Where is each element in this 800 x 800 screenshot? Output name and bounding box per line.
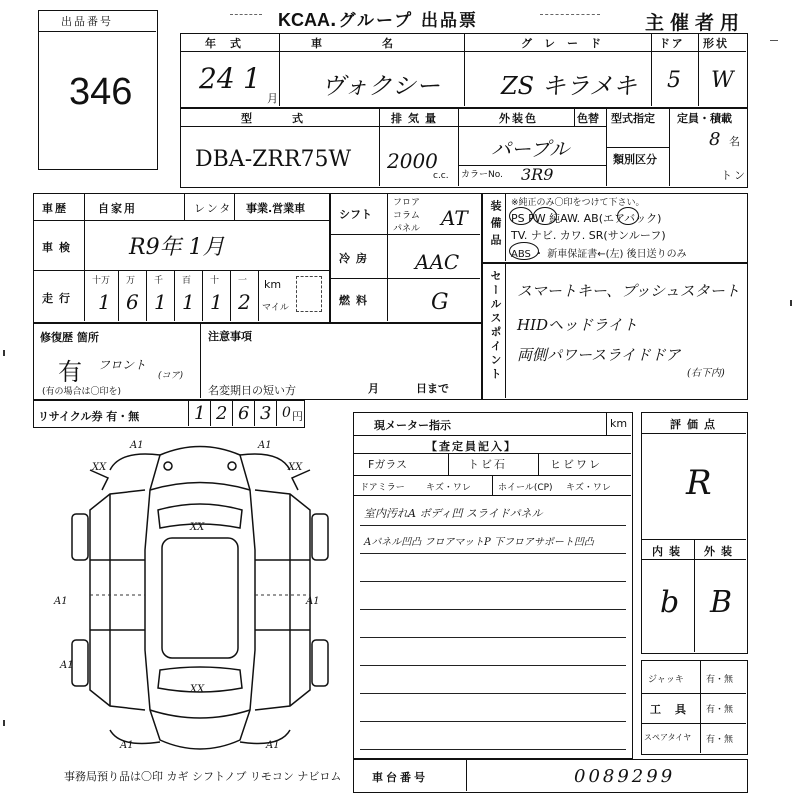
inspection-label: 車検	[42, 241, 76, 254]
displacement-label: 排気量	[391, 112, 442, 125]
brand-logo: KCAA	[278, 10, 330, 30]
door-label: ドア	[659, 37, 685, 50]
grade-score-value: R	[686, 463, 712, 503]
pw-circle	[533, 207, 557, 225]
name-change-day: 日まで	[416, 382, 449, 395]
lot-number-box	[38, 10, 158, 170]
sales-point-1: スマートキー、プッシュスタート	[517, 282, 740, 300]
digit-label-10: 十	[210, 276, 220, 286]
vehicle-info-row1	[180, 33, 748, 108]
repair-label: 修復歴 箇所	[40, 331, 99, 344]
form-title: .グループ 出品票	[330, 11, 479, 31]
name-change-month: 月	[368, 382, 381, 395]
interior-label: 内装	[652, 545, 686, 558]
ac-value: AAC	[415, 250, 460, 274]
damage-mark-10: A1	[120, 740, 134, 751]
tools-block	[641, 660, 748, 755]
sales-point-3-note: (右下内)	[687, 368, 725, 379]
type-designation-label: 型式指定	[611, 112, 655, 125]
capacity-value: 8	[709, 129, 721, 150]
month-unit: 月	[267, 92, 280, 105]
vehicle-info-row2	[180, 108, 748, 188]
equipment-label: 装備品	[489, 200, 502, 251]
fuel-label: 燃料	[339, 294, 373, 307]
shift-ac-fuel-block	[330, 193, 482, 323]
wheel-options[interactable]: キズ・ワレ	[566, 483, 611, 493]
km-label: km	[264, 278, 282, 291]
grade-label: グレード	[521, 37, 613, 50]
glass-label: Fガラス	[368, 458, 407, 471]
ab-circle	[617, 207, 639, 225]
mileage-digit-3: 1	[154, 290, 167, 314]
meter-unit: km	[610, 417, 628, 430]
history-block	[33, 193, 330, 323]
abs-circle	[509, 242, 539, 260]
history-label: 車歴	[42, 202, 68, 215]
recycle-digit-1: 1	[194, 403, 206, 424]
mileage-digit-2: 6	[126, 290, 139, 314]
damage-mark-7: A1	[54, 596, 68, 607]
recycle-digit-2: 2	[216, 403, 228, 424]
class-label: 類別区分	[613, 153, 657, 166]
color-no-label: カラーNo.	[461, 170, 503, 180]
equipment-line2: TV. ナビ. カワ. SR(サンルーフ)	[511, 229, 666, 242]
history-option-rental[interactable]: レンタ	[194, 202, 233, 215]
history-option-business[interactable]: 事業.営業車	[246, 202, 306, 215]
exterior-color-label: 外装色	[499, 112, 538, 125]
shift-option-column[interactable]: コラム	[393, 211, 420, 221]
inspection-value: R9年 1月	[129, 235, 225, 260]
inspector-remark-1: 室内汚れA ボディ凹 スライドパネル	[364, 507, 543, 520]
damage-mark-3: XX	[92, 462, 107, 473]
mileage-digit-1: 1	[98, 290, 111, 314]
model-label: 型式	[241, 112, 343, 125]
digit-label-1k: 千	[154, 276, 164, 286]
damage-mark-8: A1	[306, 596, 320, 607]
tools-options[interactable]: 有・無	[706, 705, 734, 715]
chassis-value: 0089299	[574, 766, 676, 787]
chassis-block	[353, 759, 748, 793]
ac-label: 冷房	[339, 252, 373, 265]
mileage-digit-5: 1	[210, 290, 223, 314]
digit-label-100: 百	[182, 276, 192, 286]
digit-label-1: 一	[238, 276, 248, 286]
damage-mark-5: XX	[190, 522, 205, 533]
glass-option-crack[interactable]: ヒビワレ	[550, 458, 602, 471]
glass-option-chip[interactable]: トビ石	[468, 458, 507, 471]
recycle-digit-4: 3	[260, 403, 272, 424]
inspector-section-title: 【査定員記入】	[426, 440, 517, 453]
repair-detail-note: (コア)	[158, 371, 184, 381]
recycle-unit: 円	[292, 410, 305, 423]
lot-number-label: 出品番号	[61, 15, 113, 28]
repair-notes-block	[33, 323, 482, 400]
equipment-line3: ABS ・ 新車保証書←(左) 後日送りのみ	[511, 249, 687, 260]
damage-mark-2: A1	[258, 440, 272, 451]
exterior-color-value: パープル	[491, 137, 570, 161]
mileage-digit-4: 1	[182, 290, 195, 314]
year-value: 24	[199, 62, 235, 95]
displacement-value: 2000	[387, 149, 438, 173]
damage-mark-4: XX	[288, 462, 303, 473]
tools-label: 工具	[650, 703, 700, 716]
shift-label: シフト	[339, 208, 372, 221]
sales-point-3: 両側パワースライドドア	[517, 346, 681, 364]
mirror-options[interactable]: キズ・ワレ	[426, 483, 471, 493]
jack-options[interactable]: 有・無	[706, 675, 734, 685]
mileage-digit-6: 2	[238, 290, 251, 314]
shift-value: AT	[441, 206, 468, 230]
color-change-label: 色替	[577, 112, 599, 125]
equipment-block	[482, 193, 748, 263]
exterior-label: 外装	[704, 545, 738, 558]
sales-points-label: セールスポイント	[489, 270, 502, 382]
capacity-label: 定員・積載	[677, 112, 732, 125]
jack-label: ジャッキ	[648, 675, 684, 685]
damage-mark-9: A1	[60, 660, 74, 671]
shape-value: W	[711, 68, 734, 93]
chassis-label: 車台番号	[372, 771, 428, 784]
model-value: DBA-ZRR75W	[195, 147, 352, 172]
repair-note: (有の場合は〇印を)	[42, 387, 122, 397]
name-change-label: 名変期日の短い方	[208, 384, 296, 397]
mile-label: マイル	[262, 303, 289, 313]
wheel-label: ホイール(CP)	[498, 483, 553, 493]
office-note: 事務局預り品は〇印 カギ シフトノブ リモコン ナビロム	[64, 770, 342, 783]
mileage-label: 走行	[42, 292, 76, 305]
recycle-digit-3: 6	[238, 403, 250, 424]
capacity-unit: 名	[729, 135, 742, 148]
sales-points-block	[482, 263, 748, 400]
load-unit: トン	[721, 169, 747, 182]
repair-detail: フロント	[98, 358, 147, 372]
year-label: 年式	[205, 37, 255, 50]
notes-label: 注意事項	[208, 330, 252, 343]
color-no-value: 3R9	[521, 165, 554, 184]
spare-tire-label: スペアタイヤ	[644, 733, 692, 742]
shift-option-panel[interactable]: パネル	[393, 224, 421, 234]
inspector-block	[353, 412, 633, 759]
spare-tire-options[interactable]: 有・無	[706, 735, 734, 745]
car-name-label: 車名	[311, 37, 453, 50]
ps-circle	[509, 207, 533, 225]
shift-option-floor[interactable]: フロア	[393, 198, 421, 208]
grade-block	[641, 412, 748, 654]
displacement-unit: c.c.	[433, 171, 449, 181]
shape-label: 形状	[703, 37, 729, 50]
car-name-value: ヴォクシー	[321, 72, 441, 100]
digit-label-100k: 十万	[92, 276, 111, 286]
car-damage-diagram	[50, 430, 350, 770]
equipment-line1: PS PW 純AW. AB(エアバック)	[511, 212, 662, 225]
damage-mark-1: A1	[130, 440, 144, 451]
digit-label-10k: 万	[126, 276, 136, 286]
header	[278, 6, 478, 31]
recycle-digit-5: 0	[282, 405, 291, 421]
grade-value: ZS キラメキ	[501, 72, 638, 100]
mirror-label: ドアミラー	[360, 483, 405, 493]
meter-label: 現メーター指示	[374, 419, 451, 432]
recycle-label: リサイクル券 有・無	[38, 410, 140, 423]
history-option-private[interactable]: 自家用	[98, 202, 137, 215]
exterior-value: B	[710, 585, 733, 620]
damage-mark-11: A1	[266, 740, 280, 751]
fuel-value: G	[431, 290, 449, 315]
month-value: 1	[243, 62, 261, 95]
copy-label: 主催者用	[645, 12, 746, 34]
lot-number-value: 346	[69, 71, 133, 113]
inspector-remark-2: Aパネル凹凸 フロアマットP 下フロアサポート凹凸	[364, 537, 594, 548]
sales-point-2: HIDヘッドライト	[517, 316, 638, 334]
door-value: 5	[667, 68, 681, 93]
interior-value: b	[660, 585, 680, 620]
grade-score-label: 評価点	[670, 418, 721, 431]
equipment-note: ※純正のみ〇印をつけて下さい。	[511, 198, 645, 208]
damage-mark-6: XX	[190, 684, 205, 695]
repair-value: 有	[58, 358, 82, 386]
recycle-block	[33, 400, 305, 428]
